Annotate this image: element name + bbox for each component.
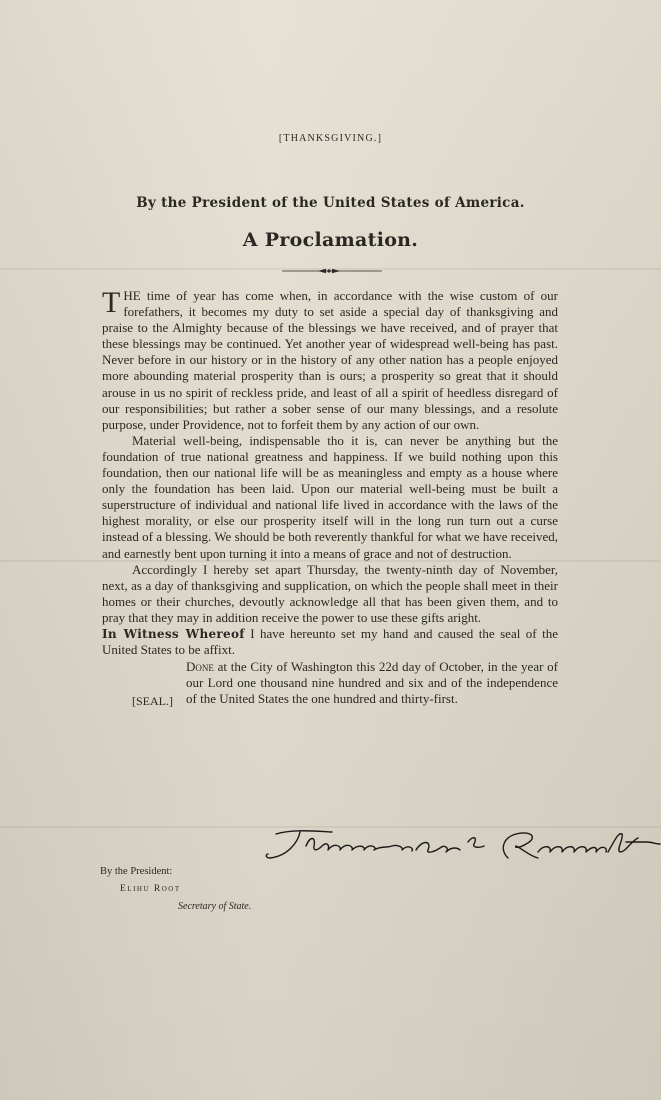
- done-lead: Done: [186, 659, 214, 675]
- signature-handwritten: [262, 828, 661, 876]
- dated-text: [186, 659, 558, 707]
- witness-paragraph: [102, 626, 558, 658]
- document-tag: [THANKSGIVING.]: [278, 133, 383, 144]
- dated-block: [102, 659, 558, 707]
- paragraph-3: Accordingly I hereby set apart Thursday, the twenty-ninth day of November, next, as a day of thanksgiving and supplication, on which the people shall meet in their homes or their churches, devoutly acknowledge all that has been given them, and to pray that they may in addition receive the power to use these gifts aright.: [102, 561, 558, 625]
- paragraph-1: [102, 288, 558, 433]
- paragraph-2: Material well-being, indispensable tho it is, can never be anything but the foundation of true national greatness and happiness. If we build nothing upon this foundation, then our national life will be as meaningless and empty as a house where only the foundation has been laid. Upon our material well-being must be built a superstructure of individual and national life lived in accordance with the laws of the highest morality, or else our prosperity itself will in the long run turn out a curse instead of a blessing. We should be both reverently thankful for what we have received, and earnestly bent upon turning it into a means of grace and not of destruction.: [102, 432, 558, 561]
- countersign-by: By the President:: [100, 866, 173, 877]
- seal-mark: [SEAL.]: [132, 694, 173, 709]
- ornament-rule: [282, 267, 382, 275]
- drop-cap: T: [102, 286, 121, 319]
- witness-text: I have hereunto set my hand and caused the seal of the United States to be affixt.: [102, 625, 558, 658]
- countersign-name: Elihu Root: [120, 883, 181, 894]
- done-text: at the City of Washington this 22d day of October, in the year of our Lord one thousand nine hundred and six and of the independence of the United States the one hundred and thirty-first.: [186, 659, 558, 707]
- witness-lead: In Witness Whereof: [102, 626, 245, 641]
- countersign-title: Secretary of State.: [178, 901, 252, 913]
- countersignature: [100, 863, 251, 916]
- byline: By the President of the United States of America.: [136, 195, 525, 211]
- paragraph-1-text: HE time of year has come when, in accordance with the wise custom of our forefathers, it becomes my duty to set aside a special day of thanksgiving and praise to the Almighty because of the blessings we have received, and of prayer that these blessings may be continued. Yet another year of widespread well-being has past. Never before in our history or in the history of any other nation has a people enjoyed more abounding material prosperity than is ours; a prosperity so great that it should arouse in us no spirit of reckless pride, and least of all a spirit of heedless disregard of our responsibilities; but rather a sober sense of our many blessings, and a resolute purpose, under Providence, not to forfeit them by any action of our own.: [102, 288, 558, 432]
- proclamation-body: [102, 288, 558, 707]
- document-title: A Proclamation.: [242, 229, 419, 251]
